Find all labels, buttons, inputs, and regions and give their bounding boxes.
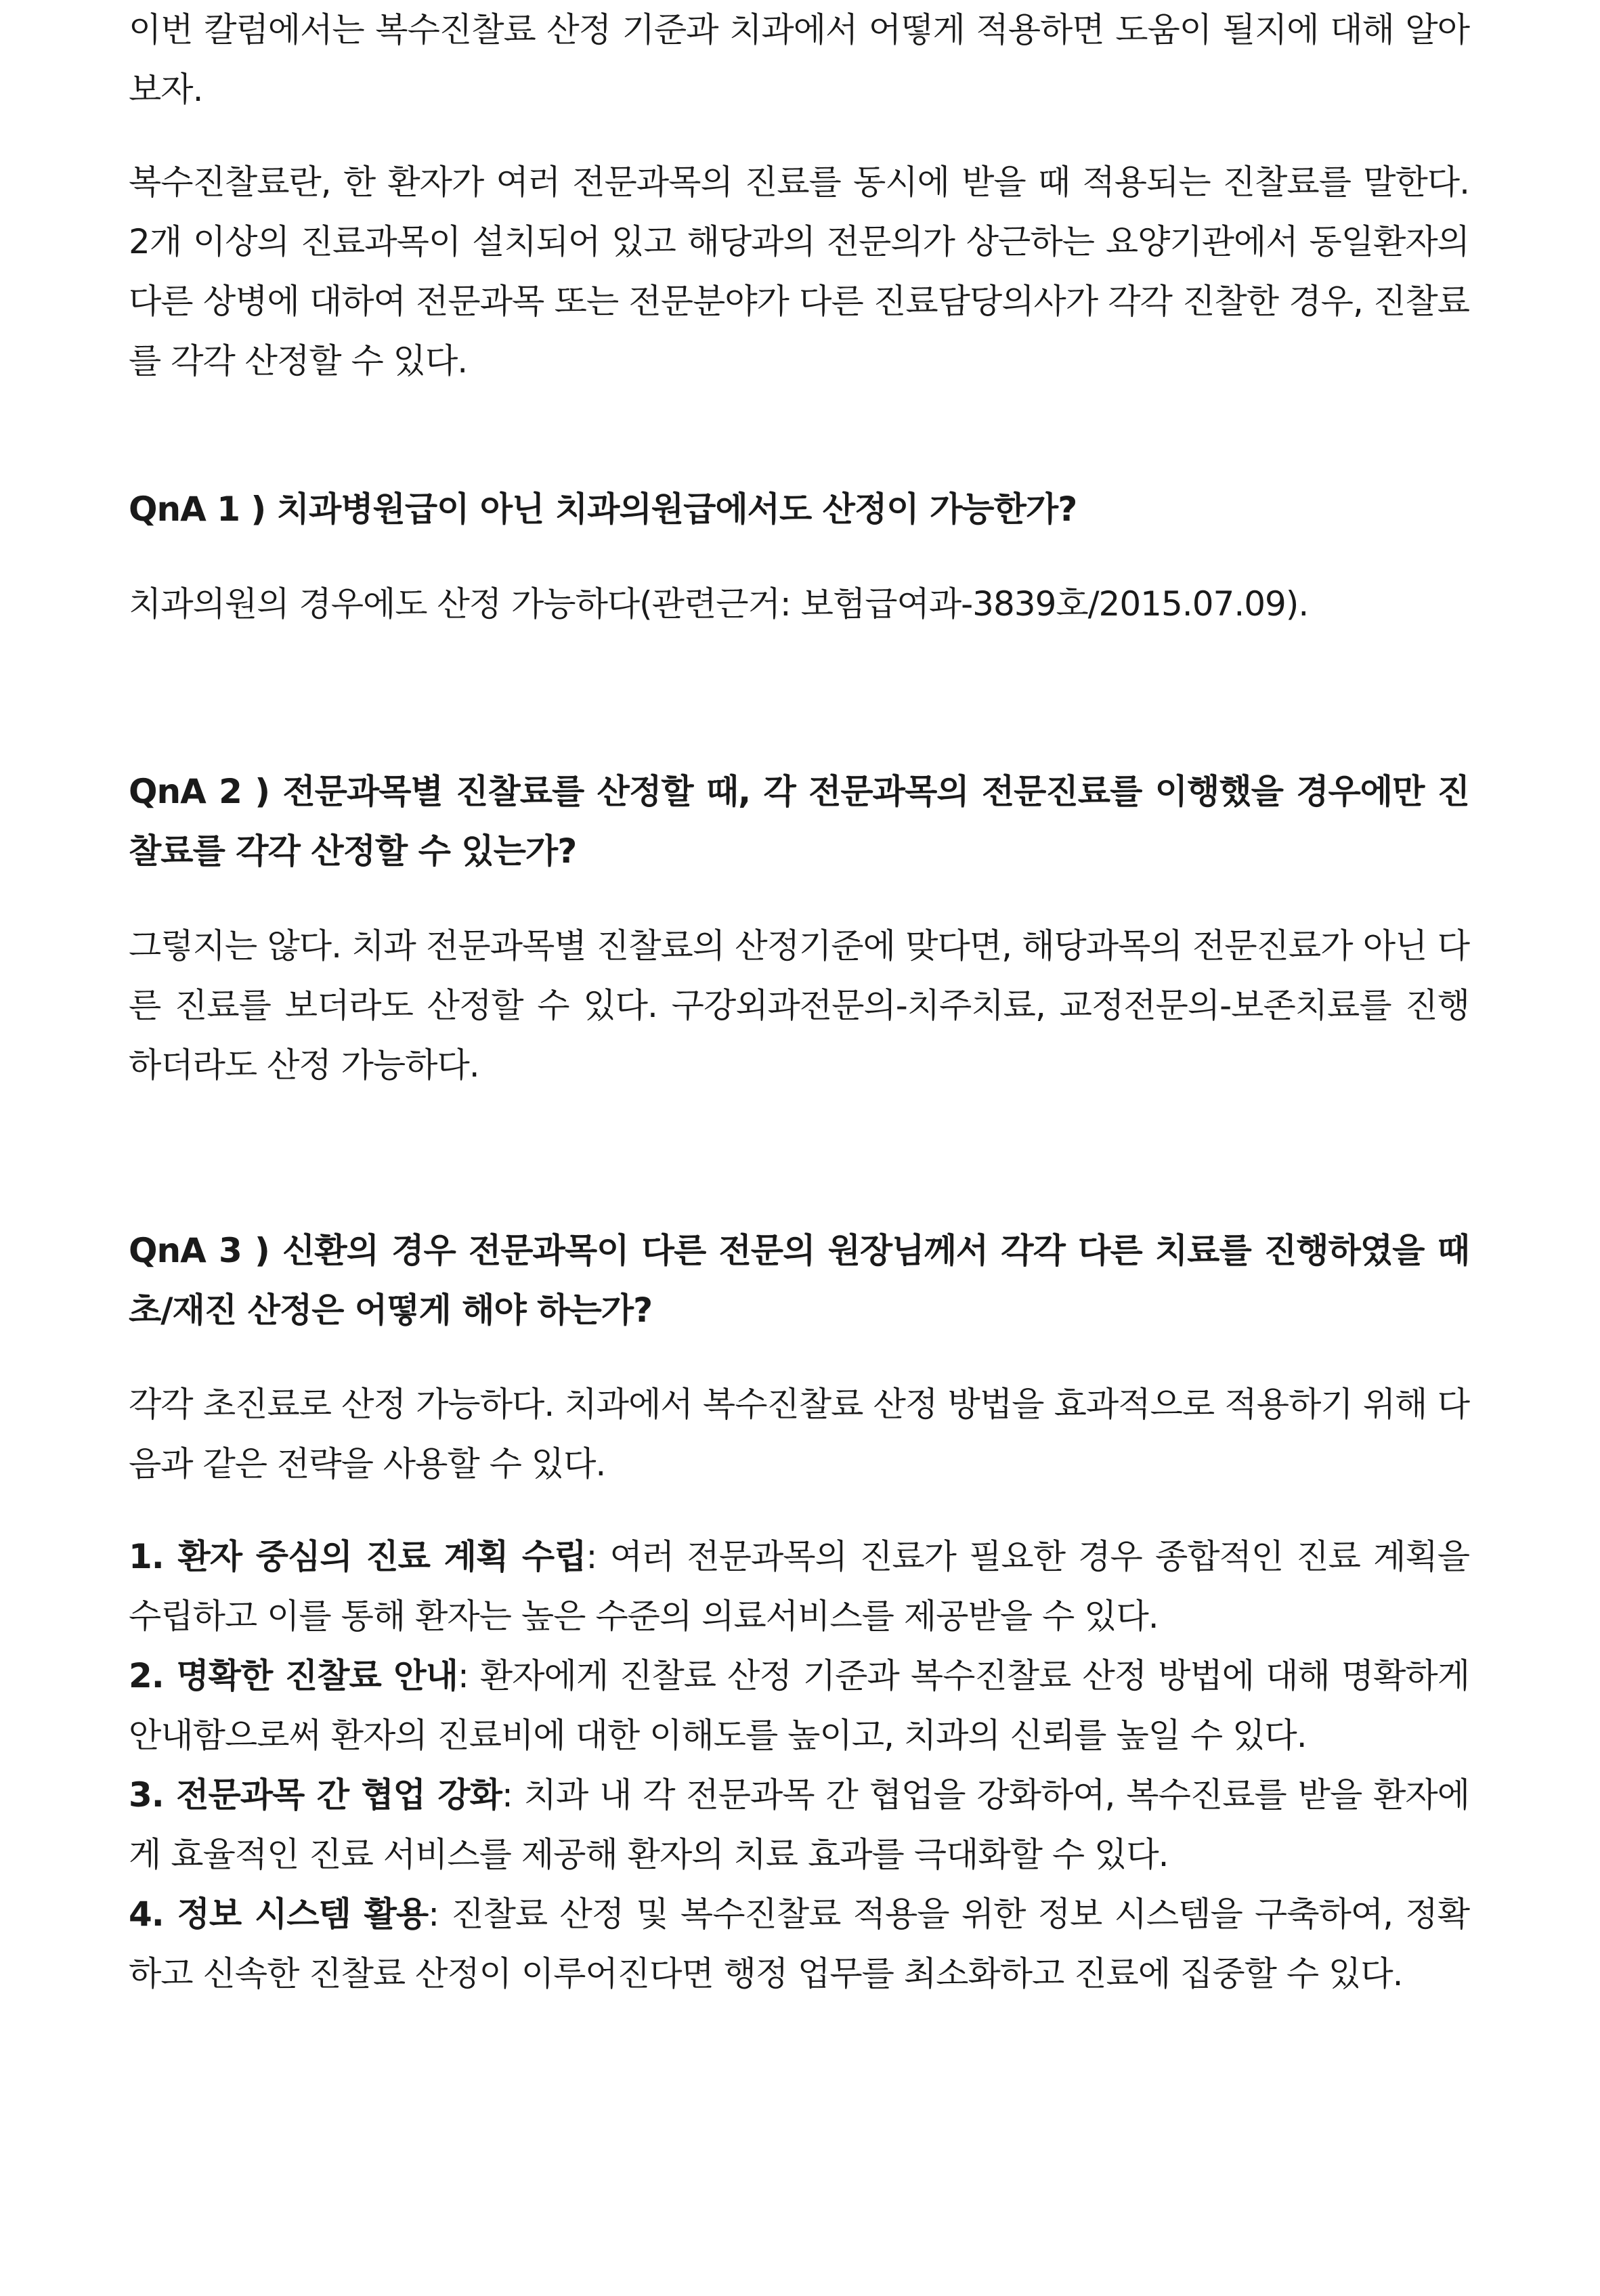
qna-2-answer: 그렇지는 않다. 치과 전문과목별 진찰료의 산정기준에 맞다면, 해당과목의 전문진료가 아닌 다른 진료를 보더라도 산정할 수 있다. 구강외과전문의-치주치료, 교정전문의-보존치료를 진행하더라도 산정 가능하다. (129, 926, 1469, 1085)
qna-3-question: QnA 3 ) 신환의 경우 전문과목이 다른 전문의 원장님께서 각각 다른 치료를 진행하였을 때 초/재진 산정은 어떻게 해야 하는가? (129, 1231, 1469, 1330)
strategy-list (129, 1527, 1469, 2003)
strategy-text: : 치과 내 각 전문과목 간 협업을 강화하여, 복수진료를 받을 환자에게 효율적인 진료 서비스를 제공해 환자의 치료 효과를 극대화할 수 있다. (129, 1775, 1469, 1874)
intro-paragraph: 이번 칼럼에서는 복수진찰료 산정 기준과 치과에서 어떻게 적용하면 도움이 될지에 대해 알아보자. (129, 10, 1469, 109)
qna-3-answer: 각각 초진료로 산정 가능하다. 치과에서 복수진찰료 산정 방법을 효과적으로 적용하기 위해 다음과 같은 전략을 사용할 수 있다. (129, 1385, 1469, 1483)
strategy-item (129, 1884, 1469, 2003)
strategy-item (129, 1765, 1469, 1884)
strategy-text: : 환자에게 진찰료 산정 기준과 복수진찰료 산정 방법에 대해 명확하게 안내함으로써 환자의 진료비에 대한 이해도를 높이고, 치과의 신뢰를 높일 수 있다. (129, 1656, 1469, 1755)
qna-1-question: QnA 1 ) 치과병원급이 아닌 치과의원급에서도 산정이 가능한가? (129, 490, 1077, 529)
qna-2-question: QnA 2 ) 전문과목별 진찰료를 산정할 때, 각 전문과목의 전문진료를 이행했을 경우에만 진찰료를 각각 산정할 수 있는가? (129, 772, 1469, 871)
strategy-title: 1. 환자 중심의 진료 계획 수립 (129, 1537, 586, 1576)
strategy-text: : 여러 전문과목의 진료가 필요한 경우 종합적인 진료 계획을 수립하고 이를 통해 환자는 높은 수준의 의료서비스를 제공받을 수 있다. (129, 1537, 1469, 1636)
strategy-title: 2. 명확한 진찰료 안내 (129, 1656, 458, 1695)
definition-paragraph: 복수진찰료란, 한 환자가 여러 전문과목의 진료를 동시에 받을 때 적용되는 진찰료를 말한다. 2개 이상의 진료과목이 설치되어 있고 해당과의 전문의가 상근하는 요양기관에서 동일환자의 다른 상병에 대하여 전문과목 또는 전문분야가 다른 진료담당의사가 각각 진찰한 경우, 진찰료를 각각 산정할 수 있다. (129, 163, 1469, 381)
qna-1-answer: 치과의원의 경우에도 산정 가능하다(관련근거: 보험급여과-3839호/2015.07.09). (129, 584, 1309, 624)
strategy-text: : 진찰료 산정 및 복수진찰료 적용을 위한 정보 시스템을 구축하여, 정확하고 신속한 진찰료 산정이 이루어진다면 행정 업무를 최소화하고 진료에 집중할 수 있다. (129, 1894, 1469, 1993)
strategy-title: 3. 전문과목 간 협업 강화 (129, 1775, 502, 1815)
strategy-item (129, 1646, 1469, 1765)
strategy-item (129, 1527, 1469, 1646)
strategy-title: 4. 정보 시스템 활용 (129, 1894, 429, 1934)
